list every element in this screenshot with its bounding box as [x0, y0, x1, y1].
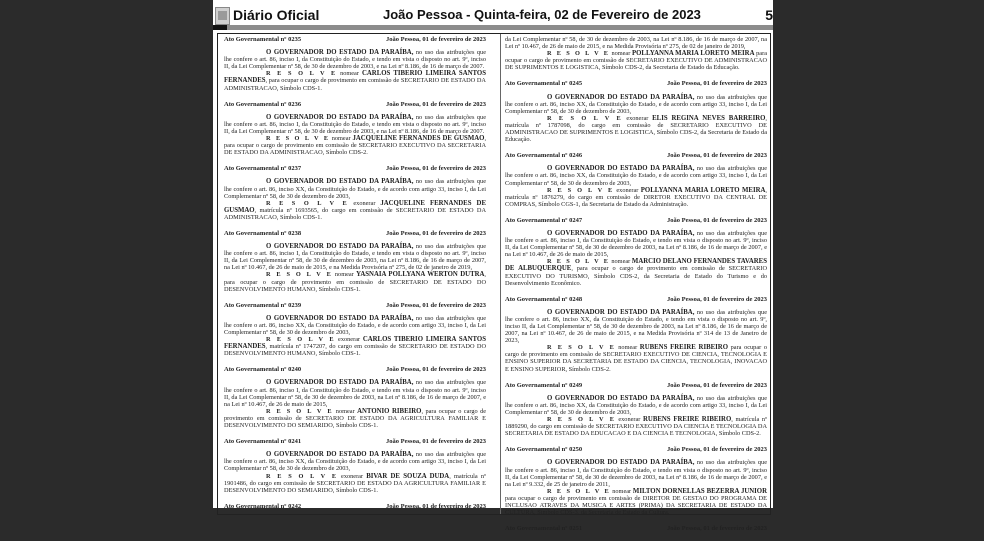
appointee-name: YASNAIA POLLYANA WERTON DUTRA	[356, 271, 485, 279]
ato-resolution	[224, 135, 486, 156]
appointee-name: POLLYANNA MARIA LORETO MEIRA	[631, 50, 755, 58]
ato-header	[224, 101, 486, 108]
ato-body: , para ocupar o cargo de provimento em comissão de SECRETARIO EXECUTIVO DA SECRETARIA DE ESTADO DA ADMINISTRACAO, Símbolo CDS-2.	[224, 135, 487, 157]
ato-governamental	[505, 217, 767, 287]
ato-body: para ocupar o cargo de provimento em comissão de SECRETARIO EXECUTIVO DE ADMINISTRACAO DE SUPRIMENTOS E LOGISTICA, Símbolo CDS-2, da Secretaria de Estado da Educação.	[505, 50, 767, 72]
appointee-name: RUBENS FREIRE RIBEIRO	[643, 416, 732, 424]
ato-preamble: no uso das atribuições que lhe confere o art. 86, inciso I, da Constituição do Estado, e tendo em vista o disposto no art. 9º, inciso II, da Lei Complementar nº 58, de 30 de dezembro de 2003, na Lei nº 8.186, de 16 de março de 2007, e na Lei nº 9.332, de 25 de janeiro de 2011,	[505, 459, 767, 488]
gazette-dateline: João Pessoa - Quinta-feira, 02 de Fevereiro de 2023	[383, 7, 701, 22]
ato-preamble-paragraph	[224, 243, 486, 271]
ato-body: , para ocupar o cargo de provimento em comissão de SECRETARIO DE ESTADO DO DESENVOLVIMENTO HUMANO, Símbolo CDS-1.	[224, 271, 486, 293]
governor-title: O GOVERNADOR DO ESTADO DA PARAÍBA,	[266, 379, 414, 387]
ato-date: João Pessoa, 01 de fevereiro de 2023	[667, 525, 767, 533]
ato-header	[505, 525, 767, 532]
gazette-title: Diário Oficial	[233, 7, 320, 23]
ato-governamental	[505, 152, 767, 208]
ato-number: Ato Governamental nº 0247	[505, 216, 583, 224]
governor-title: O GOVERNADOR DO ESTADO DA PARAÍBA,	[266, 314, 414, 322]
resolve-label: R E S O L V E	[266, 472, 338, 480]
ato-number: Ato Governamental nº 0245	[505, 80, 583, 88]
ato-resolution	[505, 258, 767, 286]
resolve-label: R E S O L V E	[547, 50, 610, 58]
ato-preamble-paragraph	[224, 451, 486, 472]
resolve-label: R E S O L V E	[547, 416, 616, 424]
ato-preamble-paragraph	[224, 114, 486, 135]
resolve-label: R E S O L V E	[547, 114, 623, 122]
gazette-page	[213, 0, 773, 533]
ato-preamble: no uso das atribuições que lhe confere o art. 86, inciso I, da Constituição do Estado, e tendo em vista o disposto no art. 9º, inciso II, da Lei Complementar nº 58, de 30 de dezembro de 2003, na Lei nº 8.186, de 16 de março de 2007, e na Lei nº 10.467, de 26 de maio de 2015,	[224, 379, 486, 408]
ato-governamental	[505, 525, 767, 532]
ato-header	[505, 382, 767, 389]
ato-body: , matrícula nº 1747207, do cargo em comissão de SECRETARIO DE ESTADO DO DESENVOLVIMENTO HUMANO, Símbolo CDS-1.	[224, 343, 486, 358]
ato-governamental	[224, 165, 486, 221]
ato-number: Ato Governamental nº 0242	[224, 502, 302, 510]
appointee-name: MARCIO DELANO FERNANDES TAVARES DE ALBUQUERQUE	[505, 258, 767, 273]
ato-date: João Pessoa, 01 de fevereiro de 2023	[667, 381, 767, 389]
ato-body: , para ocupar o cargo de provimento em comissão de SECRETARIO DE ESTADO DA AGRICULTURA FAMILIAR E DESENVOLVIMENTO DO SEMIARIDO, Símbolo CDS-1.	[224, 407, 487, 430]
masthead-rule-accent	[213, 25, 227, 30]
ato-body: para ocupar o cargo de provimento em comissão de DIRETOR DE GESTAO DO PROGRAMA DE INCLUSAO ATRAVES DA MUSICA E ARTES (PRIMA) DA SECRETARIA DE ESTADO DA CULTURA, Símbolo CDS-3, da Secretaria de Estado da Cultura.	[505, 494, 767, 517]
ato-preamble-paragraph	[505, 309, 767, 344]
ato-header	[505, 217, 767, 224]
appointee-name: JACQUELINE FERNANDES DE GUSMAO	[224, 199, 486, 214]
ato-preamble-paragraph	[505, 165, 767, 186]
ato-date: João Pessoa, 01 de fevereiro de 2023	[386, 165, 486, 173]
ato-date: João Pessoa, 01 de fevereiro de 2023	[386, 438, 486, 446]
ato-resolution	[224, 336, 486, 357]
governor-title: O GOVERNADOR DO ESTADO DA PARAÍBA,	[547, 165, 695, 173]
ato-resolution	[224, 408, 486, 429]
ato-header	[224, 366, 486, 373]
ato-resolution	[505, 50, 767, 71]
ato-date: João Pessoa, 01 de fevereiro de 2023	[667, 295, 767, 303]
page-number: 5	[765, 7, 773, 23]
ato-preamble-paragraph	[224, 379, 486, 407]
ato-resolution	[224, 473, 486, 494]
ato-header	[505, 152, 767, 159]
ato-body: , matrícula nº 1787098, do cargo em comissão de SECRETARIO EXECUTIVO DE ADMINISTRACAO DE SUPRIMENTOS E LOGISTICA, Símbolo CDS-2, da Secretaria de Estado da Educação.	[505, 114, 767, 144]
appointee-name: POLLYANNA MARIA LORETO MEIRA	[640, 186, 766, 194]
ato-number: Ato Governamental nº 0240	[224, 366, 302, 374]
ato-header	[224, 302, 486, 309]
ato-preamble-paragraph	[505, 230, 767, 258]
ato-governamental	[505, 446, 767, 516]
ato-number: Ato Governamental nº 0238	[224, 229, 302, 237]
appointee-name: MILTON DORNELLAS BEZERRA JUNIOR	[632, 487, 768, 495]
appointee-name: ANTONIO RIBEIRO	[357, 407, 422, 415]
ato-preamble: no uso das atribuições que lhe confere o art. 86, inciso XX, da Constituição do Estado, e de acordo com artigo 33, inciso I, da Lei Complementar nº 58, de 30 de dezembro de 2003,	[505, 93, 767, 115]
ato-verb: nomear	[329, 135, 353, 143]
governor-title: O GOVERNADOR DO ESTADO DA PARAÍBA,	[266, 49, 414, 57]
resolve-label: R E S O L V E	[266, 199, 349, 207]
appointee-name: CARLOS TIBERIO LIMEIRA SANTOS FERNANDES	[224, 336, 486, 351]
ato-preamble: no uso das atribuições que lhe confere o art. 86, inciso XX, da Constituição do Estado, e de acordo com artigo 33, inciso I, da Lei Complementar nº 58, de 30 de dezembro de 2003,	[224, 178, 486, 200]
ato-preamble: no uso das atribuições que lhe confere o art. 86, inciso XX, da Constituição do Estado, e de acordo com artigo 33, inciso I, da Lei Complementar nº 58, de 30 de dezembro de 2003,	[224, 451, 486, 473]
ato-resolution	[224, 200, 486, 221]
ato-resolution	[505, 187, 767, 208]
appointee-name: JACQUELINE FERNANDES DE GUSMAO	[352, 135, 485, 143]
ato-verb: nomear	[615, 344, 640, 352]
ato-preamble-paragraph	[224, 315, 486, 336]
ato-verb: exonerar	[615, 416, 644, 424]
resolve-label: R E S O L V E	[547, 487, 611, 495]
governor-title: O GOVERNADOR DO ESTADO DA PARAÍBA,	[266, 113, 414, 121]
ato-date: João Pessoa, 01 de fevereiro de 2023	[667, 446, 767, 454]
ato-verb: nomear	[609, 50, 632, 58]
state-crest-icon	[215, 7, 230, 25]
resolve-label: R E S O L V E	[266, 271, 333, 279]
ato-governamental	[224, 36, 486, 92]
ato-preamble: no uso das atribuições que lhe confere o art. 86, inciso XX, da Constituição do Estado, e de acordo com artigo 33, inciso I, da Lei Complementar nº 58, de 30 de dezembro de 2003,	[505, 165, 767, 187]
ato-preamble-paragraph	[505, 395, 767, 416]
ato-number: Ato Governamental nº 0248	[505, 295, 583, 303]
ato-date: João Pessoa, 01 de fevereiro de 2023	[386, 36, 486, 43]
ato-resolution	[505, 488, 767, 516]
ato-governamental	[224, 302, 486, 358]
ato-preamble: da Lei Complementar nº 58, de 30 de dezembro de 2003, na Lei nº 8.186, de 16 de março de 2007, na Lei nº 10.467, de 26 de maio de 2015, e na Medida Provisória nº 275, de 02 de janeiro de 2019,	[505, 36, 767, 51]
ato-verb: exonerar	[348, 199, 381, 207]
governor-title: O GOVERNADOR DO ESTADO DA PARAÍBA,	[547, 394, 695, 402]
ato-resolution	[224, 70, 486, 91]
right-column	[505, 36, 767, 541]
ato-number: Ato Governamental nº 0250	[505, 446, 583, 454]
ato-governamental	[224, 438, 486, 494]
ato-preamble: no uso das atribuições que lhe confere o art. 86, inciso I, da Constituição do Estado, e tendo em vista o disposto no art. 9º, inciso II, da Lei Complementar nº 58, de 30 de dezembro de 2003, e na Lei nº 8.186, de 16 de março de 2007.	[224, 113, 486, 135]
ato-date: João Pessoa, 01 de fevereiro de 2023	[667, 216, 767, 224]
ato-body: , matrícula nº 1876279, do cargo em comissão de DIRETOR EXECUTIVO DA CENTRAL DE COMPRAS, Símbolo CGS-1, da Secretaria de Estado da Administração.	[505, 186, 767, 208]
ato-resolution	[505, 416, 767, 437]
resolve-label: R E S O L V E	[266, 135, 330, 143]
ato-header	[505, 446, 767, 453]
ato-governamental	[224, 230, 486, 293]
ato-header	[224, 230, 486, 237]
governor-title: O GOVERNADOR DO ESTADO DA PARAÍBA,	[547, 93, 695, 101]
ato-body: , matrícula nº 1693565, do cargo em comissão de SECRETARIO DE ESTADO DA ADMINISTRACAO, Símbolo CDS-1.	[224, 206, 486, 221]
ato-preamble: no uso das atribuições que lhe confere o art. 86, inciso XX, da Constituição do Estado, e de acordo com artigo 33, inciso I, da Lei Complementar nº 58, de 30 de dezembro de 2003,	[505, 394, 767, 416]
ato-body: , matrícula nº 1889290, do cargo em comissão de SECRETARIO EXECUTIVO DA CIENCIA E TECNOLOGIA DA SECRETARIA DE ESTADO DA EDUCACAO E DA CIENCIA E TECNOLOGIA, Símbolo CDS-2.	[505, 416, 767, 438]
ato-verb: exonerar	[614, 186, 641, 194]
ato-number: Ato Governamental nº 0246	[505, 152, 583, 160]
ato-verb: exonerar	[335, 336, 363, 344]
ato-header	[505, 296, 767, 303]
governor-title: O GOVERNADOR DO ESTADO DA PARAÍBA,	[547, 459, 695, 467]
ato-preamble: no uso das atribuições que lhe confere o art. 86, inciso XX, da Constituição do Estado, e de acordo com artigo 33, inciso I, da Lei Complementar nº 58, de 30 de dezembro de 2003,	[224, 314, 486, 336]
ato-header	[224, 503, 486, 510]
ato-number: Ato Governamental nº 0235	[224, 36, 302, 43]
ato-preamble-paragraph	[505, 94, 767, 115]
ato-verb: nomear	[337, 70, 362, 78]
governor-title: O GOVERNADOR DO ESTADO DA PARAÍBA,	[266, 178, 414, 186]
ato-preamble: no uso das atribuições que lhe confere o art. 86, inciso XX, da Constituição do Estado, e tendo em vista o disposto no art. 9º, inciso II, da Lei Complementar nº 58, de 30 de dezembro de 2003, na Lei nº 8.186, de 16 de março de 2007, na Lei nº 10.467, de 26 de maio de 2015, e na Medida Provisória nº 314 de 13 de Janeiro de 2023,	[505, 308, 767, 345]
ato-preamble-paragraph	[224, 49, 486, 70]
governor-title: O GOVERNADOR DO ESTADO DA PARAÍBA,	[547, 229, 695, 237]
ato-date: João Pessoa, 01 de fevereiro de 2023	[386, 100, 486, 108]
appointee-name: ELIS REGINA NEVES BARREIRO	[652, 114, 766, 122]
appointee-name: BIVAR DE SOUZA DUDA	[366, 472, 450, 480]
appointee-name: CARLOS TIBERIO LIMEIRA SANTOS FERNANDES	[224, 70, 486, 85]
governor-title: O GOVERNADOR DO ESTADO DA PARAÍBA,	[266, 451, 414, 459]
ato-governamental	[505, 296, 767, 373]
appointee-name: RUBENS FREIRE RIBEIRO	[639, 344, 729, 352]
ato-resolution	[505, 344, 767, 372]
ato-date: João Pessoa, 01 de fevereiro de 2023	[386, 502, 486, 510]
ato-text	[505, 36, 767, 50]
governor-title: O GOVERNADOR DO ESTADO DA PARAÍBA,	[266, 243, 414, 251]
ato-preamble: no uso das atribuições que lhe confere o art. 86, inciso I, da Constituição do Estado, e tendo em vista o disposto no art. 9º, inciso II, da Lei Complementar nº 58, de 30 de dezembro de 2003, na Lei nº 8.186, de 16 de março de 2007, e na Lei nº 10.467, de 26 de maio de 2015,	[505, 229, 767, 259]
ato-verb: nomear	[333, 407, 358, 415]
ato-number: Ato Governamental nº 0236	[224, 100, 302, 108]
resolve-label: R E S O L V E	[266, 70, 338, 78]
ato-verb: nomear	[609, 258, 632, 266]
resolve-label: R E S O L V E	[266, 407, 334, 415]
ato-header	[224, 438, 486, 445]
ato-number: Ato Governamental nº 0241	[224, 438, 302, 446]
ato-verb: exonerar	[622, 114, 653, 122]
ato-governamental	[224, 503, 486, 510]
masthead-rule	[213, 25, 773, 30]
ato-governamental	[505, 382, 767, 438]
ato-resolution	[505, 115, 767, 143]
ato-governamental	[505, 80, 767, 143]
ato-number: Ato Governamental nº 0251	[505, 525, 583, 533]
resolve-label: R E S O L V E	[266, 336, 336, 344]
column-divider	[500, 34, 501, 514]
resolve-label: R E S O L V E	[547, 258, 610, 266]
ato-continuation	[505, 36, 767, 71]
ato-body: , para ocupar o cargo de provimento em comissão de SECRETARIO DE ESTADO DA ADMINISTRACAO, Símbolo CDS-1.	[224, 77, 486, 92]
ato-date: João Pessoa, 01 de fevereiro de 2023	[386, 301, 486, 309]
resolve-label: R E S O L V E	[547, 344, 616, 352]
left-column	[224, 36, 486, 519]
ato-governamental	[224, 101, 486, 157]
ato-number: Ato Governamental nº 0237	[224, 165, 302, 173]
ato-preamble-paragraph	[505, 459, 767, 487]
ato-resolution	[224, 271, 486, 292]
content-frame	[217, 33, 771, 533]
governor-title: O GOVERNADOR DO ESTADO DA PARAÍBA,	[547, 308, 695, 316]
ato-governamental	[224, 366, 486, 429]
ato-body: , para ocupar o cargo de provimento em comissão de SECRETARIO EXECUTIVO DO TURISMO, Símbolo CDS-2, da Secretaria de Estado do Turismo e do Desenvolvimento Econômico.	[505, 265, 767, 287]
ato-date: João Pessoa, 01 de fevereiro de 2023	[667, 152, 767, 160]
ato-date: João Pessoa, 01 de fevereiro de 2023	[386, 366, 486, 374]
ato-verb: exonerar	[337, 472, 367, 480]
masthead	[213, 4, 773, 26]
ato-date: João Pessoa, 01 de fevereiro de 2023	[667, 80, 767, 88]
ato-body: , matrícula nº 1901486, do cargo em comissão de SECRETARIO DE ESTADO DA AGRICULTURA FAMILIAR E DESENVOLVIMENTO DO SEMIARIDO, Símbolo CDS-1.	[224, 472, 486, 494]
ato-preamble: no uso das atribuições que lhe confere o art. 86, inciso I, da Constituição do Estado, e tendo em vista o disposto no art. 9º, inciso II, da Lei Complementar nº 58, de 30 de dezembro de 2003, e na Lei nº 8.186, de 16 de março de 2007.	[224, 49, 486, 71]
ato-header	[224, 165, 486, 172]
ato-header	[224, 36, 486, 43]
ato-verb: nomear	[332, 271, 357, 279]
ato-verb: nomear	[610, 487, 633, 495]
ato-number: Ato Governamental nº 0249	[505, 381, 583, 389]
ato-body: para ocupar o cargo de provimento em comissão de SECRETARIO EXECUTIVO DE CIENCIA, TECNOLOGIA E ENSINO SUPERIOR DA SECRETARIA DE ESTADO DA CIENCIA, TECNOLOGIA, INOVACAO E ENSINO SUPERIOR, Símbolo CDS-2.	[505, 344, 767, 373]
ato-number: Ato Governamental nº 0239	[224, 301, 302, 309]
resolve-label: R E S O L V E	[547, 186, 615, 194]
ato-date: João Pessoa, 01 de fevereiro de 2023	[386, 229, 486, 237]
ato-preamble: no uso das atribuições que lhe confere o art. 86, inciso I, da Constituição do Estado, e tendo em vista o disposto no art. 9º, inciso II, da Lei Complementar nº 58, de 30 de dezembro de 2003, na Lei nº 8.186, de 16 de março de 2007, na Lei nº 10.467, de 26 de maio de 2015, e na Medida Provisória nº 275, de 02 de janeiro de 2019,	[224, 243, 486, 272]
ato-preamble-paragraph	[224, 178, 486, 199]
ato-header	[505, 80, 767, 87]
